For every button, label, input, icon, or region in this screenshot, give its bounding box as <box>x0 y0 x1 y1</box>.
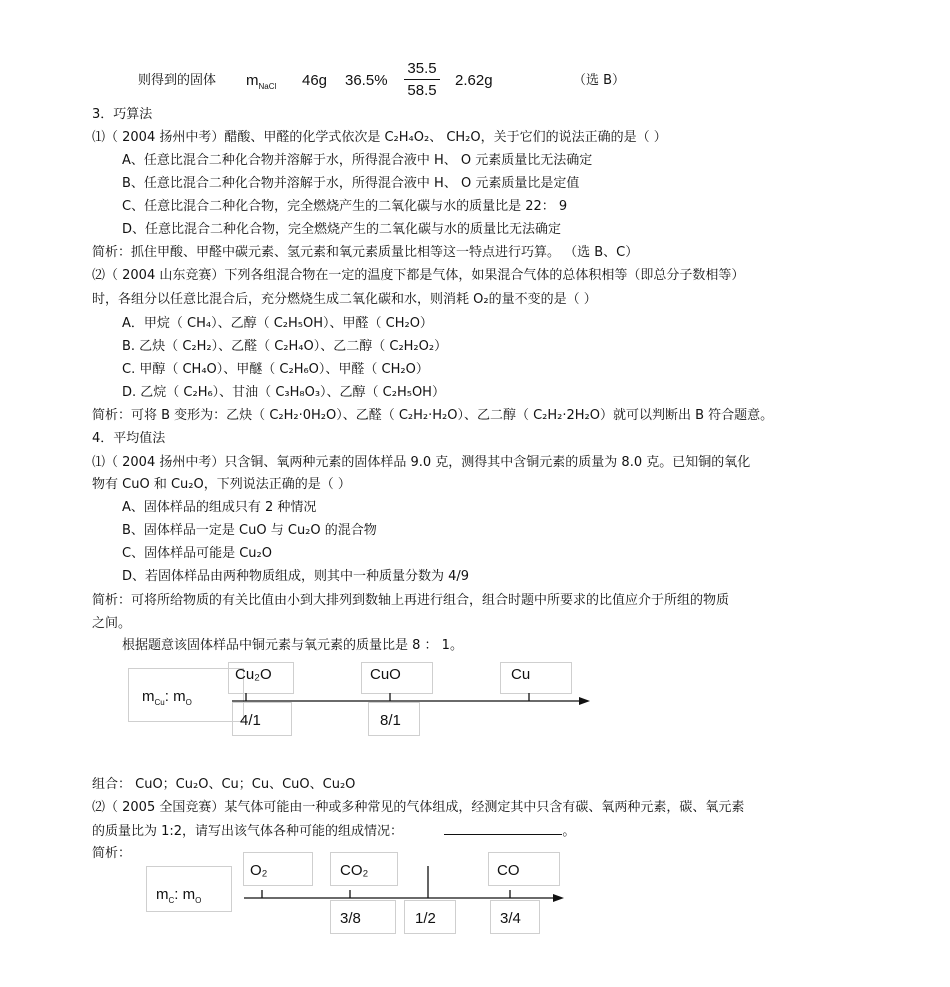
s4-q1-option-c: C、固体样品可能是 Cu₂O <box>122 546 272 561</box>
s3-q2-option-c: C. 甲醇（ CH₄O）、甲醚（ C₂H₆O）、甲醛（ CH₂O） <box>122 362 429 377</box>
s4-q1-analysis-1: 简析：可将所给物质的有关比值由小到大排列到数轴上再进行组合，组合时题中所要求的比值应介于所组的物质 <box>92 593 730 608</box>
tick-label-3-8: 3/8 <box>340 910 361 927</box>
solid-result-label: 则得到的固体 <box>138 73 217 88</box>
mass-nacl-symbol: $m_{NaCl}$ <box>246 72 277 91</box>
s4-q1-option-d: D、若固体样品由两种物质组成，则其中一种质量分数为 4/9 <box>122 569 470 584</box>
tick-label-1-2: 1/2 <box>415 910 436 927</box>
s4-q1-ratio-note: 根据题意该固体样品中铜元素与氧元素的质量比是 8 ： 1。 <box>122 638 463 653</box>
s3-q2-option-d: D. 乙烷（ C₂H₆）、甘油（ C₃H₈O₃）、乙醇（ C₂H₅OH） <box>122 385 445 400</box>
label-cu2o: Cu₂O <box>235 666 272 683</box>
answer-b: （选 B） <box>573 73 626 88</box>
label-co: CO <box>497 862 520 879</box>
tick-label-3-4: 3/4 <box>500 910 521 927</box>
s4-q1-option-b: B、固体样品一定是 CuO 与 Cu₂O 的混合物 <box>122 523 377 538</box>
section-3-heading: 3．巧算法 <box>92 107 153 122</box>
s3-q1-option-c: C、任意比混合二种化合物，完全燃烧产生的二氧化碳与水的质量比是 22： 9 <box>122 199 568 214</box>
label-co2: CO₂ <box>340 862 369 879</box>
s4-q1-combos: 组合： CuO；Cu₂O、Cu；Cu、CuO、Cu₂O <box>92 777 356 792</box>
axis-label-mc-mo: $m_C$: $m_O$ <box>156 886 202 905</box>
fraction-numerator: 35.5 <box>407 60 437 77</box>
s4-q2-stem-1: ⑵（ 2005 全国竞赛）某气体可能由一种或多种常见的气体组成，经测定其中只含有碳、氧两种元素，碳、氧元素 <box>92 800 745 815</box>
section-4-heading: 4．平均值法 <box>92 431 166 446</box>
s3-q1-option-a: A、任意比混合二种化合物并溶解于水，所得混合液中 H、 O 元素质量比无法确定 <box>122 153 593 168</box>
value-46g: 46g <box>302 72 328 89</box>
s3-q2-option-a: A．甲烷（ CH₄）、乙醇（ C₂H₅OH）、甲醛（ CH₂O） <box>122 316 433 331</box>
s4-q1-stem-1: ⑴（ 2004 扬州中考）只含铜、氧两种元素的固体样品 9.0 克，测得其中含铜元素的质量为 8.0 克。已知铜的氧化 <box>92 455 751 470</box>
label-cuo: CuO <box>370 666 401 683</box>
s3-q1-analysis: 简析：抓住甲酸、甲醛中碳元素、氢元素和氧元素质量比相等这一特点进行巧算。 （选 B、C） <box>92 245 639 260</box>
s3-q1-stem: ⑴（ 2004 扬州中考）醋酸、甲醛的化学式依次是 C₂H₄O₂、 CH₂O，关于它们的说法正确的是（ ） <box>92 130 667 145</box>
tick-label-8-1: 8/1 <box>380 712 401 729</box>
value-percent: 36.5% <box>345 72 388 89</box>
s3-q1-option-d: D、任意比混合二种化合物，完全燃烧产生的二氧化碳与水的质量比无法确定 <box>122 222 562 237</box>
s4-q1-stem-2: 物有 CuO 和 Cu₂O，下列说法正确的是（ ） <box>92 477 351 492</box>
s4-q1-analysis-2: 之间。 <box>92 616 132 631</box>
s3-q2-analysis: 简析：可将 B 变形为：乙炔（ C₂H₂·0H₂O）、乙醛（ C₂H₂·H₂O）、乙二醇（ C₂H₂·2H₂O）就可以判断出 B 符合题意。 <box>92 408 774 423</box>
label-cu: Cu <box>511 666 531 683</box>
tick-label-4-1: 4/1 <box>240 712 261 729</box>
s3-q2-stem-2: 时，各组分以任意比混合后，充分燃烧生成二氧化碳和水，则消耗 O₂的量不变的是（ ） <box>92 292 597 307</box>
s4-q2-stem-2: 的质量比为 1:2，请写出该气体各种可能的组成情况： 。 <box>92 824 576 839</box>
s3-q2-stem-1: ⑵（ 2004 山东竞赛）下列各组混合物在一定的温度下都是气体，如果混合气体的总体积相等（即总分子数相等） <box>92 268 745 283</box>
s3-q1-option-b: B、任意比混合二种化合物并溶解于水，所得混合液中 H、 O 元素质量比是定值 <box>122 176 580 191</box>
s3-q2-option-b: B. 乙炔（ C₂H₂）、乙醛（ C₂H₄O）、乙二醇（ C₂H₂O₂） <box>122 339 448 354</box>
s4-q1-option-a: A、固体样品的组成只有 2 种情况 <box>122 500 317 515</box>
value-result: 2.62g <box>455 72 493 89</box>
axis-label-mcu-mo: $m_{Cu}$: $m_O$ <box>142 688 192 707</box>
s4-q2-analysis-label: 简析： <box>92 846 132 861</box>
fraction-denominator: 58.5 <box>407 82 437 99</box>
label-o2: O₂ <box>250 862 268 879</box>
